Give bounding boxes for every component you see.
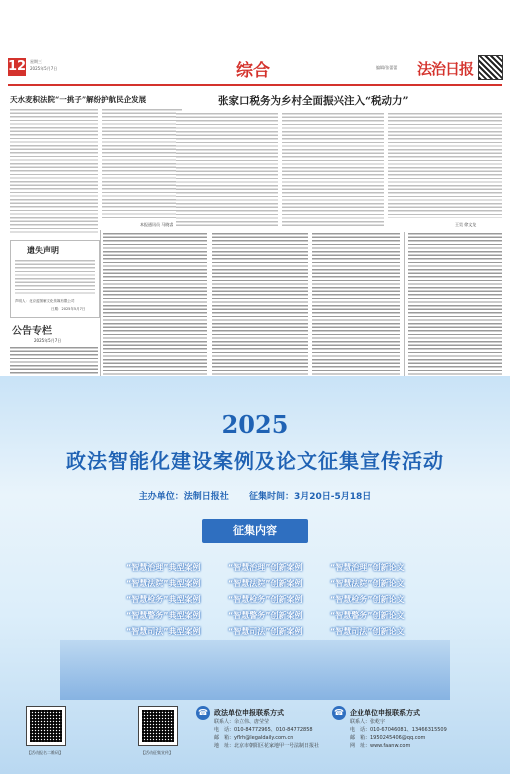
left-article-headline: 天水麦积法院“一挑子”解纷护航民企发展 <box>10 95 147 104</box>
promo-qr-caption: 【活动征集宣传】 <box>141 750 173 755</box>
category-item: “智慧治理”典型案例 <box>126 563 201 572</box>
corp-contact-heading: 企业单位申报联系方式 <box>350 709 420 717</box>
header-qr-code <box>478 55 503 80</box>
contact-line: 邮 箱：1950245406@qq.com <box>350 735 426 741</box>
category-item: “智慧司法”典型案例 <box>126 627 201 636</box>
public-notice-title: 公告专栏 <box>12 326 52 337</box>
category-item: “智慧法院”创新论文 <box>330 579 405 588</box>
public-notice-date: 2025年5月7日 <box>34 338 62 343</box>
corp-contact-lines <box>350 718 490 750</box>
promo-qr-code <box>138 706 178 746</box>
category-item: “智慧警务”创新案例 <box>228 611 303 620</box>
newspaper-logo: 法治日报 <box>417 60 474 78</box>
banner-period: 征集时间：3月20日-5月18日 <box>248 492 372 502</box>
main-article-col2 <box>282 112 384 228</box>
banner-organizer: 主办单位：法制日报社 <box>138 492 229 502</box>
category-item: “智慧司法”创新论文 <box>330 627 405 636</box>
phone-icon: ☎ <box>332 706 346 720</box>
page-number: 12 <box>8 59 27 74</box>
editor-credit: 编辑/张蕾蕾 <box>376 65 398 70</box>
banner-title: 政法智能化建设案例及论文征集宣传活动 <box>66 449 444 473</box>
header-rule <box>8 84 502 86</box>
host-contact-heading: 政法单位申报联系方式 <box>214 709 284 717</box>
main-article-col3 <box>388 112 502 218</box>
signup-qr-caption: 【活动报名二维码】 <box>27 750 63 755</box>
left-article-body-col1 <box>10 108 98 234</box>
category-item: “智慧警务”创新论文 <box>330 611 405 620</box>
contact-line: 联系人：张屹宇 <box>350 719 386 725</box>
category-item: “智慧司法”创新案例 <box>228 627 303 636</box>
main-article-headline: 张家口税务为乡村全面振兴注入“税动力” <box>218 95 409 107</box>
contact-line: 网 址：www.faanw.com <box>350 743 411 749</box>
lost-notice-box <box>10 240 100 318</box>
lost-notice-company: 声明人：北京蓝图雁文化传媒有限公司 <box>15 299 75 303</box>
section-title: 综合 <box>236 61 270 81</box>
category-item: “智慧法院”创新案例 <box>228 579 303 588</box>
category-item: “智慧检务”典型案例 <box>126 595 201 604</box>
signup-qr-code <box>26 706 66 746</box>
public-notice-body <box>10 346 98 376</box>
contact-line: 电 话：010-67046081、13466315509 <box>350 727 447 733</box>
left-article-body-col2 <box>102 108 182 218</box>
contact-line: 地 址：北京市朝阳区花家地甲一号法制日报社 <box>214 743 320 749</box>
notice-column-2 <box>212 232 308 376</box>
banner-year: 2025 <box>221 410 289 439</box>
main-article-col1 <box>176 112 278 228</box>
notice-column-3 <box>312 232 400 376</box>
lost-notice-title: 遗失声明 <box>27 245 59 255</box>
category-item: “智慧检务”创新案例 <box>228 595 303 604</box>
phone-icon: ☎ <box>196 706 210 720</box>
banner-organizer-period <box>0 489 510 502</box>
notice-column-1 <box>103 232 207 376</box>
category-item: “智慧警务”典型案例 <box>126 611 201 620</box>
category-item: “智慧检务”创新论文 <box>330 595 405 604</box>
contact-line: 电 话：010-84772965、010-84772858 <box>214 727 313 733</box>
issue-date: 2025年5月7日 <box>30 66 58 71</box>
notice-column-4 <box>408 232 502 376</box>
contact-line: 邮 箱：yflrh@legaldaily.com.cn <box>214 735 294 741</box>
category-item: “智慧法院”典型案例 <box>126 579 201 588</box>
category-item: “智慧治理”创新案例 <box>228 563 303 572</box>
left-article-byline: 本报通讯员 马晓睿 <box>140 222 174 227</box>
banner-city-backdrop <box>60 640 450 700</box>
contact-line: 联系人：余立伟、唐莹莹 <box>214 719 270 725</box>
category-grid <box>126 562 426 642</box>
banner-content-label: 征集内容 <box>202 519 308 543</box>
category-item: “智慧治理”创新论文 <box>330 563 405 572</box>
weekday: 星期三 <box>30 59 42 64</box>
lost-notice-date: 日期：2025年5月7日 <box>51 307 86 311</box>
lost-notice-body <box>15 259 95 295</box>
host-contact-lines <box>214 718 344 750</box>
main-article-byline: 王昊 徐文龙 <box>455 222 477 227</box>
